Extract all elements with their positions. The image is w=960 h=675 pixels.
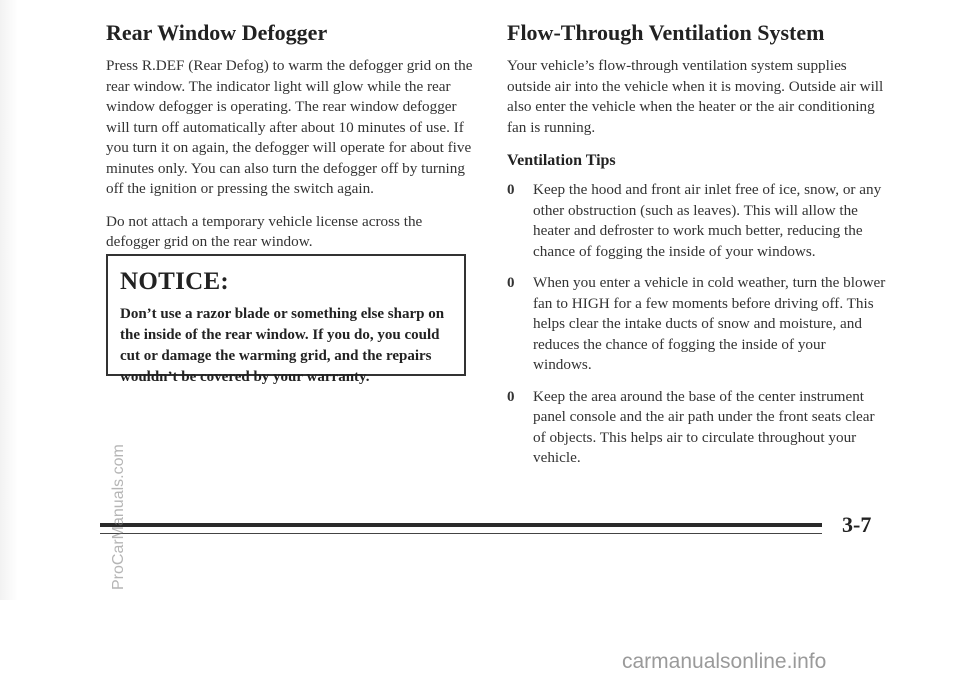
- watermark-text: ProCarManuals.com: [110, 444, 127, 590]
- ventilation-tips-list: [507, 180, 887, 469]
- ventilation-tips-heading: Ventilation Tips: [507, 152, 616, 169]
- footer-rule: [100, 523, 822, 543]
- notice-title: NOTICE:: [120, 268, 230, 295]
- left-column: [106, 20, 476, 265]
- footer-rule-thick: [100, 523, 822, 527]
- section-title-ventilation: Flow-Through Ventilation System: [507, 20, 825, 45]
- list-item: [507, 180, 887, 262]
- list-item: [507, 387, 887, 469]
- section-title-rear-window-defogger: Rear Window Defogger: [106, 20, 328, 45]
- notice-box: [106, 254, 466, 385]
- site-url: carmanualsonline.info: [622, 650, 827, 673]
- scan-edge: [0, 0, 18, 600]
- page-number: 3-7: [842, 512, 872, 537]
- ventilation-intro: Your vehicle’s flow-through ventilation system supplies outside air into the vehicle when it is moving. Outside air will also enter the vehicle when the heater or the air conditioning fan is running.: [507, 57, 884, 136]
- bullet-icon: 0: [507, 388, 515, 405]
- right-column: [507, 20, 887, 480]
- tip-text: Keep the hood and front air inlet free of ice, snow, or any other obstruction (such as leaves). This will allow the heater and defroster to work much better, reducing the chance of fogging the inside of your windows.: [533, 181, 882, 260]
- defogger-license-warning: Do not attach a temporary vehicle license across the defogger grid on the rear window.: [106, 212, 423, 250]
- tip-text: When you enter a vehicle in cold weather, turn the blower fan to HIGH for a few moments before driving off. This helps clear the intake ducts of snow and moisture, and reduces the chance of fogging the inside of your windows.: [533, 274, 886, 373]
- footer-rule-thin: [100, 533, 822, 534]
- list-item: [507, 273, 887, 376]
- notice-body: Don’t use a razor blade or something else sharp on the inside of the rear window. If you do, you could cut or damage the warming grid, and the repairs wouldn’t be covered by your warranty.: [120, 306, 445, 385]
- bullet-icon: 0: [507, 182, 515, 198]
- tip-text: Keep the area around the base of the center instrument panel console and the air path under the front seats clear of objects. This helps air to circulate throughout your vehicle.: [533, 387, 875, 466]
- defogger-instructions: Press R.DEF (Rear Defog) to warm the defogger grid on the rear window. The indicator light will glow while the rear window defogger is operating. The rear window defogger will turn off automatically after about 10 minutes of use. If you turn it on again, the defogger will operate for about five minutes only. You can also turn the defogger off by turning off the ignition or pressing the switch again.: [106, 57, 473, 197]
- bullet-icon: 0: [507, 275, 515, 291]
